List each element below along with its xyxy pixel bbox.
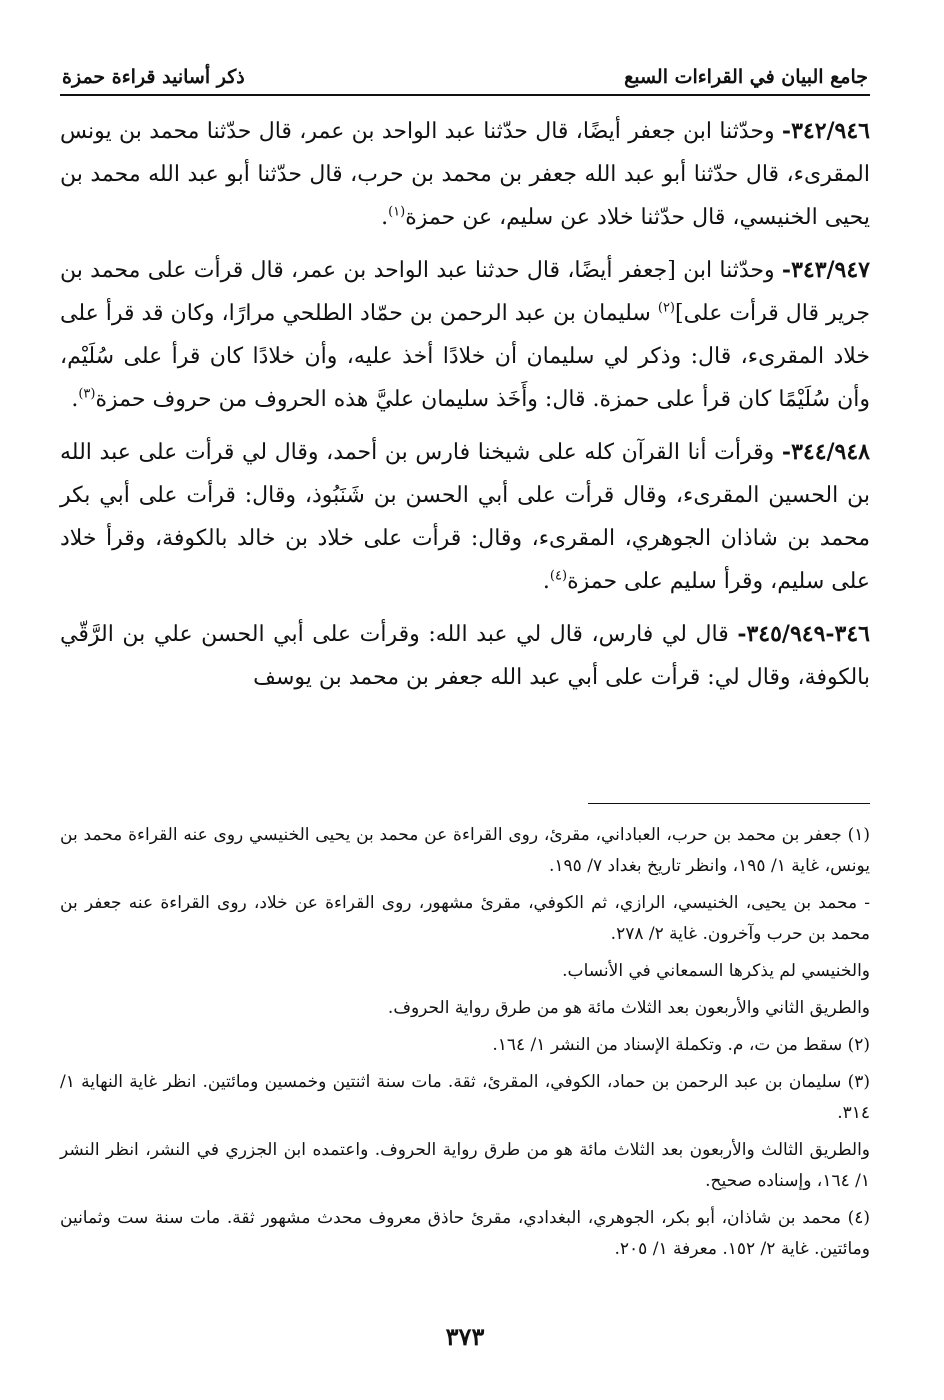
paragraph-947 [60, 249, 870, 421]
paragraph-949 [60, 613, 870, 699]
footnote-3-note-b: والطريق الثالث والأربعون بعد الثلاث مائة هو من طرق رواية الحروف. واعتمده ابن الجزري في النشر، انظر النشر ١/ ١٦٤، وإسناده صحيح. [60, 1140, 870, 1191]
paragraph-number: ٣٤٤/٩٤٨- [781, 439, 870, 465]
paragraph-number: ٣٤٢/٩٤٦- [781, 118, 870, 144]
book-page [60, 50, 870, 1350]
footnote-marker[interactable]: (٢) [657, 300, 675, 316]
paragraph-text: قال لي فارس، قال لي عبد الله: وقرأت على أبي الحسن علي بن الرَّقّي بالكوفة، وقال لي: قرأت على أبي عبد الله جعفر بن محمد بن يوسف [60, 622, 870, 690]
footnote-separator [588, 803, 870, 804]
paragraph-text: وقرأت أنا القرآن كله على شيخنا فارس بن أحمد، وقال لي قرأت على عبد الله بن الحسين المقرىء، وقال قرأت على أبي الحسن بن شَنَبُوذ، وقال: قرأت على أبي بكر محمد بن شاذان الجوهري، المقرىء، وقال: قرأت على خلاد بن خالد بالكوفة، وقرأ خلاد على سليم، وقرأ سليم على حمزة [60, 440, 870, 594]
footnote-1-note-d: والطريق الثاني والأربعون بعد الثلاث مائة هو من طرق رواية الحروف. [387, 998, 870, 1018]
footnote-2: (٢) سقط من ت، م. وتكملة الإسناد من النشر ١/ ١٦٤. [492, 1035, 870, 1055]
paragraph-946 [60, 110, 870, 239]
paragraph-948 [60, 431, 870, 603]
paragraph-number: ٣٤٣/٩٤٧- [781, 257, 870, 283]
main-text [60, 110, 870, 709]
paragraph-end: . [381, 205, 389, 230]
footnotes [60, 820, 870, 1271]
running-header [60, 60, 870, 96]
footnote-4: (٤) محمد بن شاذان، أبو بكر، الجوهري، البغدادي، مقرئ حاذق معروف محدث مشهور ثقة. مات سنة ست وثمانين ومائتين. غاية ٢/ ١٥٢. معرفة ١/ ٢٠٥. [60, 1208, 870, 1259]
paragraph-end: . [542, 569, 550, 594]
book-title: جامع البيان في القراءات السبع [624, 66, 868, 88]
footnote-marker[interactable]: (٤) [549, 568, 568, 584]
footnote-1-note-c: والخنيسي لم يذكرها السمعاني في الأنساب. [562, 961, 870, 981]
paragraph-text: وحدّثنا ابن [جعفر أيضًا، قال حدثنا عبد الواحد بن عمر، قال قرأت على محمد بن جرير قال قرأت على] [60, 258, 870, 326]
chapter-title: ذكر أسانيد قراءة حمزة [62, 66, 245, 88]
paragraph-text: وحدّثنا ابن جعفر أيضًا، قال حدّثنا عبد الواحد بن عمر، قال حدّثنا محمد بن يونس المقرىء، قال حدّثنا أبو عبد الله جعفر بن محمد بن حرب، قال حدّثنا أبو عبد الله محمد بن يحيى الخنيسي، قال حدّثنا خلاد عن سليم، عن حمزة [60, 119, 870, 230]
footnote-marker[interactable]: (٣) [78, 386, 96, 402]
paragraph-number: ٣٤٦-٣٤٥/٩٤٩- [737, 621, 870, 647]
page-number: ٣٧٣ [445, 1322, 485, 1351]
paragraph-text-cont: سليمان بن عبد الرحمن بن حمّاد الطلحي مرارًا، وكان قد قرأ على خلاد المقرىء، قال: وذكر لي سليمان أن خلادًا أخذ عليه، وأن خلادًا كان قرأ على سُلَيْم، وأن سُلَيْمًا كان قرأ على حمزة. قال: وأَخَذ سليمان عليَّ هذه الحروف من حروف حمزة [60, 301, 870, 412]
paragraph-end: . [71, 387, 79, 412]
footnote-1: (١) جعفر بن محمد بن حرب، العباداني، مقرئ، روى القراءة عن محمد بن يحيى الخنيسي روى عنه القراءة محمد بن يونس، غاية ١/ ١٩٥، وانظر تاريخ بغداد ٧/ ١٩٥. [60, 825, 870, 876]
footnote-marker[interactable]: (١) [388, 204, 406, 220]
footnote-3: (٣) سليمان بن عبد الرحمن بن حماد، الكوفي، المقرئ، ثقة. مات سنة اثنتين وخمسين ومائتين. انظر غاية النهاية ١/ ٣١٤. [60, 1072, 870, 1123]
footnote-1-note-b: - محمد بن يحيى، الخنيسي، الرازي، ثم الكوفي، مقرئ مشهور، روى القراءة عن خلاد، روى القراءة عنه جعفر بن محمد بن حرب وآخرون. غاية ٢/ ٢٧٨. [60, 893, 870, 944]
